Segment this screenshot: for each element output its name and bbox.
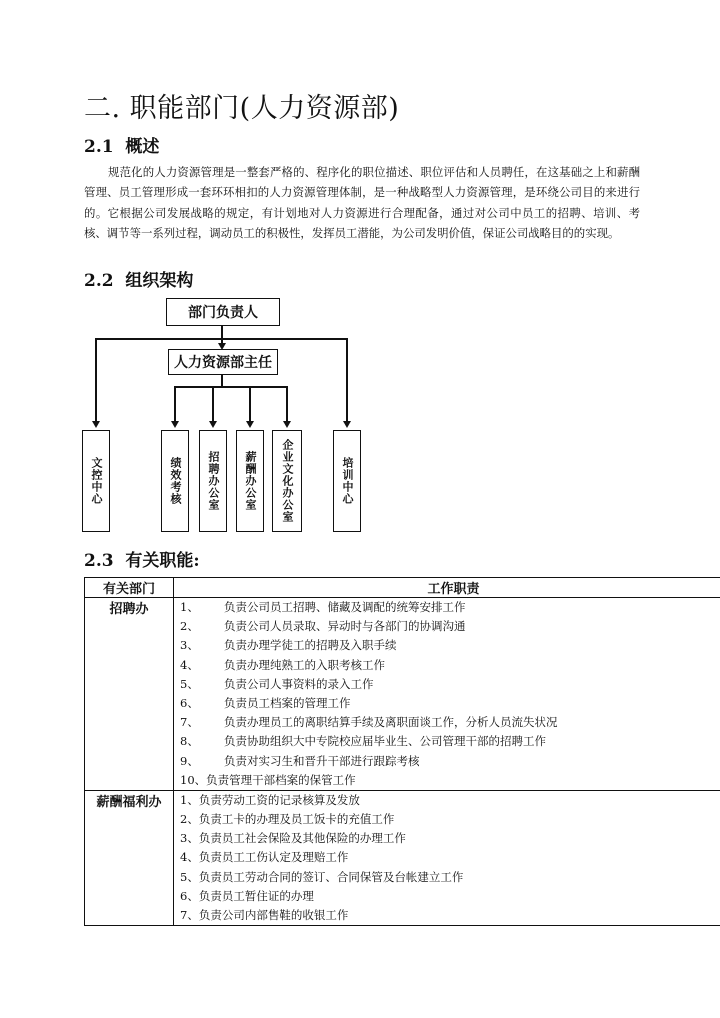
- dept-cell: 薪酬福利办: [85, 790, 174, 925]
- list-item: 4、负责员工工伤认定及理赔工作: [180, 850, 349, 865]
- list-item: 1、负责劳动工资的记录核算及发放: [180, 792, 360, 807]
- org-node-department-head: 部门负责人: [166, 298, 280, 326]
- org-connector: [174, 386, 176, 421]
- org-node-culture-office: 企业文化办公室: [272, 430, 302, 532]
- org-node-recruitment-office: 招聘办公室: [199, 430, 227, 532]
- org-node-compensation-office: 薪酬办公室: [236, 430, 264, 532]
- list-item: 9、 负责对实习生和晋升干部进行跟踪考核: [180, 753, 420, 768]
- section-number: 2.1: [84, 137, 114, 157]
- org-connector: [95, 338, 97, 421]
- arrow-down-icon: [343, 421, 351, 428]
- arrow-down-icon: [246, 421, 254, 428]
- list-item: 2、 负责公司人员录取、异动时与各部门的协调沟通: [180, 619, 466, 634]
- list-item: 7、 负责办理员工的离职结算手续及离职面谈工作，分析人员流失状况: [180, 715, 558, 730]
- section-number: 2.3: [84, 551, 114, 571]
- duties-table: [84, 577, 720, 926]
- org-node-training-center: 培训中心: [333, 430, 361, 532]
- section-heading-functions: [84, 546, 200, 571]
- page-title: 二. 职能部门(人力资源部): [84, 93, 400, 124]
- org-connector: [212, 386, 214, 421]
- header-dept: 有关部门: [85, 578, 174, 598]
- org-connector: [346, 338, 348, 421]
- arrow-down-icon: [283, 421, 291, 428]
- org-connector: [286, 386, 288, 421]
- list-item: 10、负责管理干部档案的保管工作: [180, 772, 356, 787]
- org-connector: [249, 386, 251, 421]
- list-item: 1、 负责公司员工招聘、储藏及调配的统筹安排工作: [180, 600, 466, 614]
- table-header-row: [85, 578, 720, 598]
- list-item: 3、 负责办理学徒工的招聘及入职手续: [180, 638, 397, 653]
- list-item: 3、负责员工社会保险及其他保险的办理工作: [180, 831, 406, 846]
- header-duty: 工作职责: [174, 578, 720, 598]
- org-node-hr-director: 人力资源部主任: [168, 349, 278, 375]
- duty-list: [174, 598, 720, 791]
- list-item: 6、负责员工暂住证的办理: [180, 888, 314, 903]
- overview-text: 规范化的人力资源管理是一整套严格的、程序化的职位描述、职位评估和人员聘任，在这基础之上和薪酬管理、员工管理形成一套环环相扣的人力资源管理体制，是一种战略型人力资源管理，是环绕公司目的来进行的。它根据公司发展战略的规定，有计划地对人力资源进行合理配备，通过对公司中员工的招聘、培训、考核、调节等一系列过程，调动员工的积极性，发挥员工潜能，为公司发明价值，保证公司战略目的的实现。: [84, 165, 640, 240]
- list-item: 5、负责员工劳动合同的签订、合同保管及台帐建立工作: [180, 869, 464, 884]
- list-item: 6、 负责员工档案的管理工作: [180, 695, 351, 710]
- table-row-compensation: [85, 790, 720, 925]
- list-item: 7、负责公司内部售鞋的收银工作: [180, 908, 349, 922]
- org-connector: [221, 326, 223, 338]
- list-item: 5、 负责公司人事资料的录入工作: [180, 676, 374, 691]
- org-node-document-control: 文控中心: [82, 430, 110, 532]
- list-item: 4、 负责办理纯熟工的入职考核工作: [180, 657, 385, 672]
- org-connector: [221, 375, 223, 386]
- duty-list: [174, 790, 720, 925]
- arrow-down-icon: [209, 421, 217, 428]
- arrow-down-icon: [171, 421, 179, 428]
- org-node-performance: 绩效考核: [161, 430, 189, 532]
- dept-cell: 招聘办: [85, 598, 174, 791]
- list-item: 8、 负责协助组织大中专院校应届毕业生、公司管理干部的招聘工作: [180, 734, 546, 749]
- org-connector: [174, 386, 287, 388]
- section-title: 组织架构: [125, 271, 194, 291]
- list-item: 2、负责工卡的办理及员工饭卡的充值工作: [180, 812, 395, 827]
- table-row-recruitment: [85, 598, 720, 791]
- section-title: 概述: [125, 137, 160, 157]
- arrow-down-icon: [92, 421, 100, 428]
- section-number: 2.2: [84, 271, 114, 291]
- section-title: 有关职能:: [125, 551, 200, 571]
